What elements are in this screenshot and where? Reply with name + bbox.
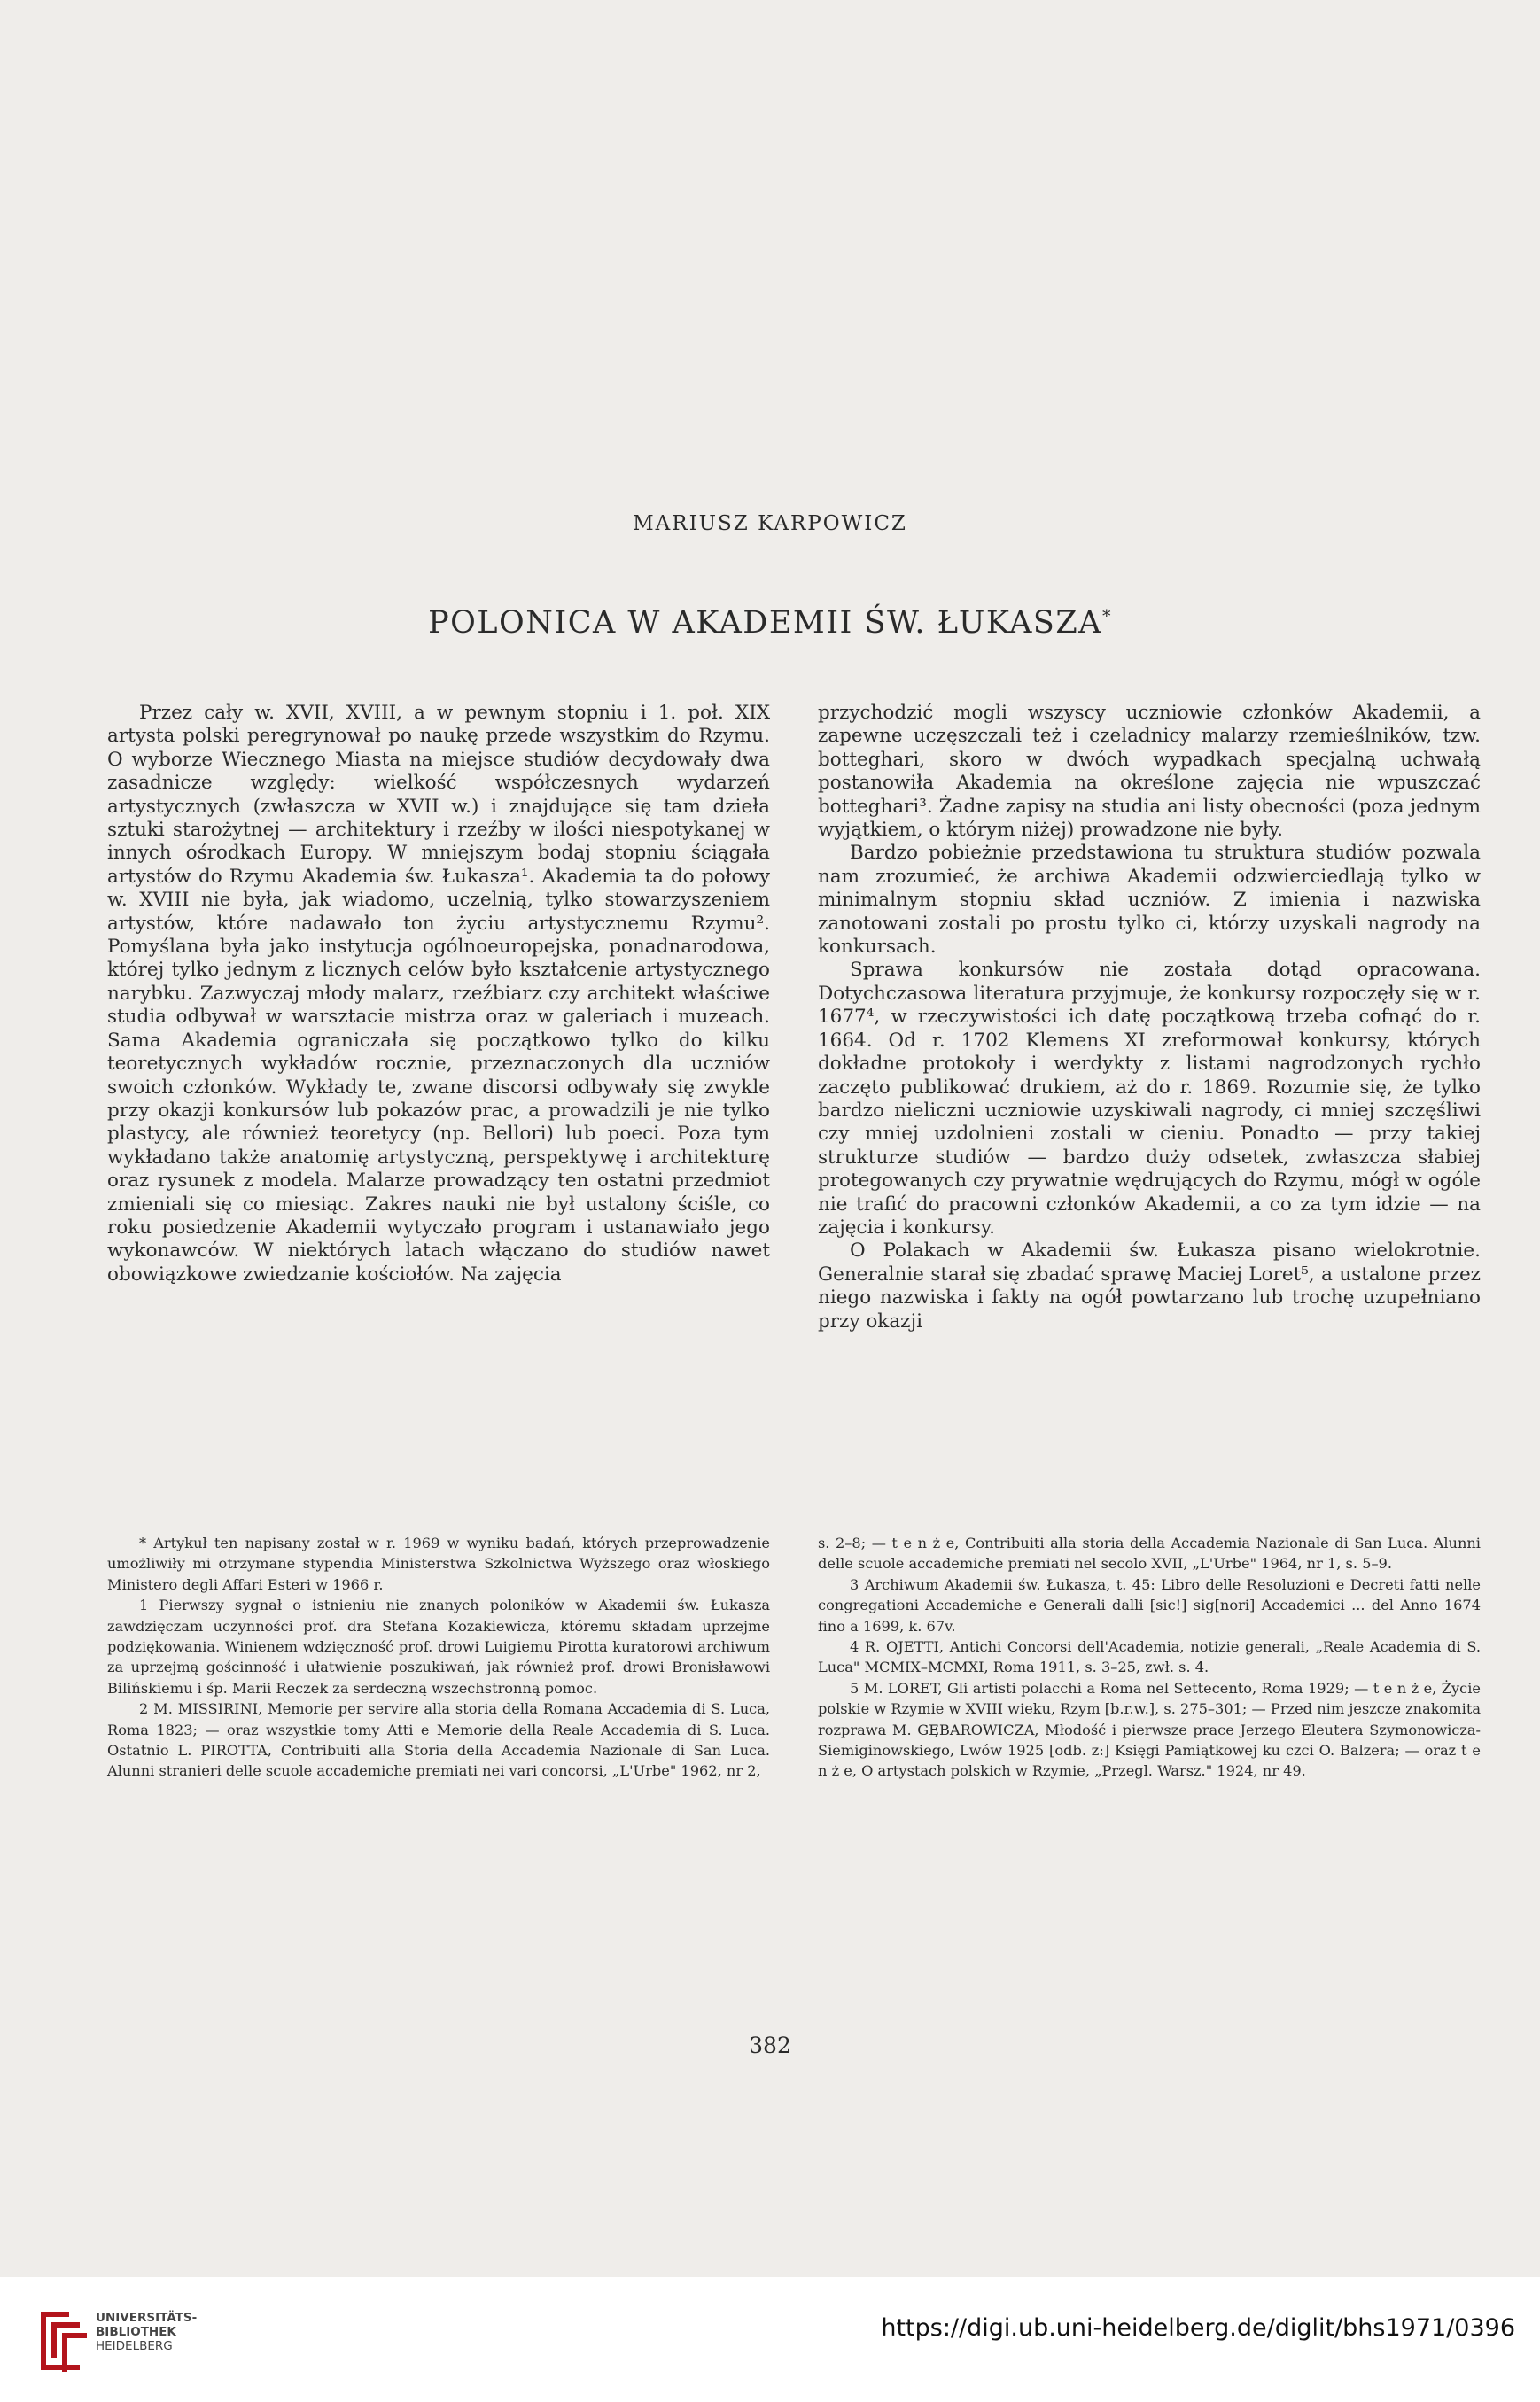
body-paragraph: Sprawa konkursów nie została dotąd opracowana. Dotychczasowa literatura przyjmuje, że konkursy rozpoczęły się w r. 1677⁴, w rzeczywistości ich datę początkową trzeba cofnąć do r. 1664. Od r. 1702 Klemens XI zreformował konkursy, których dokładne protokoły i werdykty z listami nagrodzonych rychło zaczęto publikować drukiem, aż do r. 1869. Rozumie się, że tylko bardzo nieliczni uczniowie uzyskiwali nagrody, ci mniej szczęśliwi czy mniej uzdolnieni zostali w cieniu. Ponadto — przy takiej strukturze studiów — bardzo duży odsetek, zwłaszcza słabiej protegowanych czy prywatnie wędrujących do Rzymu, mógł w ogóle nie trafić do pracowni członków Akademii, a co za tym idzie — na zajęcia i konkursy.: [818, 959, 1481, 1239]
library-name[interactable]: [96, 2311, 197, 2353]
body-paragraph: Przez cały w. XVII, XVIII, a w pewnym stopniu i 1. poł. XIX artysta polski peregrynował po naukę przede wszystkim do Rzymu. O wyborze Wiecznego Miasta na miejsce studiów decydowały dwa zasadnicze względy: wielkość współczesnych wydarzeń artystycznych (zwłaszcza w XVII w.) i znajdujące się tam dzieła sztuki starożytnej — architektury i rzeźby w ilości niespotykanej w innych ośrodkach Europy. W mniejszym bodaj stopniu ściągała artystów do Rzymu Akademia św. Łukasza¹. Akademia ta do połowy w. XVIII nie była, jak wiadomo, uczelnią, tylko stowarzyszeniem artystów, które nadawało ton życiu artystycznemu Rzymu². Pomyślana była jako instytucja ogólnoeuropejska, ponadnarodowa, której tylko jednym z licznych celów było kształcenie artystycznego narybku. Zazwyczaj młody malarz, rzeźbiarz czy architekt właściwe studia odbywał w warsztacie mistrza oraz w galeriach i muzeach. Sama Akademia ograniczała się początkowo tylko do kilku teoretycznych wykładów rocznie, przeznaczonych dla uczniów swoich członków. Wykłady te, zwane discorsi odbywały się zwykle przy okazji konkursów lub pokazów prac, a prowadzili je nie tylko plastycy, ale również teoretycy (np. Bellori) lub poeci. Poza tym wykładano także anatomię artystyczną, perspektywę i architekturę oraz rysunek z modela. Malarze prowadzący ten ostatni przedmiot zmieniali się co miesiąc. Zakres nauki nie był ustalony ściśle, co roku posiedzenie Akademii wytyczało program i ustanawiało jego wykonawców. W niektórych latach włączano do studiów nawet obowiązkowe zwiedzanie kościołów. Na zajęcia: [107, 702, 770, 1286]
permalink-url[interactable]: https://digi.ub.uni-heidelberg.de/diglit/bhs1971/0396: [881, 2314, 1515, 2342]
footnotes-column-left: [107, 1533, 770, 1782]
footnotes-column-right: [818, 1533, 1481, 1782]
body-paragraph: przychodzić mogli wszyscy uczniowie członków Akademii, a zapewne uczęszczali też i czeladnicy malarzy rzemieślników, tzw. botteghari, skoro w dwóch wypadkach specjalną uchwałą postanowiła Akademia na określone zajęcia nie wpuszczać botteghari³. Żadne zapisy na studia ani listy obecności (poza jednym wyjątkiem, o którym niżej) prowadzone nie były.: [818, 702, 1481, 842]
library-name-line: HEIDELBERG: [96, 2339, 173, 2353]
body-paragraph: Bardzo pobieżnie przedstawiona tu struktura studiów pozwala nam zrozumieć, że archiwa Akademii odzwierciedlają tylko w minimalnym stopniu skład uczniów. Z imienia i nazwiska zanotowani zostali po prostu tylko ci, którzy uzyskali nagrody na konkursach.: [818, 842, 1481, 959]
library-logo-icon[interactable]: [34, 2306, 90, 2377]
body-paragraph: O Polakach w Akademii św. Łukasza pisano wielokrotnie. Generalnie starał się zbadać sprawę Maciej Loret⁵, a ustalone przez niego nazwiska i fakty na ogół powtarzano lub trochę uzupełniano przy okazji: [818, 1240, 1481, 1333]
footnote: s. 2–8; — t e n ż e, Contribuiti alla storia della Accademia Nazionale di San Luca. Alunni delle scuole accademiche premiati nel secolo XVII, „L'Urbe" 1964, nr 1, s. 5–9.: [818, 1535, 1481, 1573]
footnote: 3 Archiwum Akademii św. Łukasza, t. 45: Libro delle Resoluzioni e Decreti fatti nelle congregationi Accademiche e Generali dalli [sic!] sig[nori] Accademici ... del Anno 1674 fino a 1699, k. 67v.: [818, 1575, 1481, 1635]
footnote: 4 R. OJETTI, Antichi Concorsi dell'Academia, notizie generali, „Reale Academia di S. Luca" MCMIX–MCMXI, Roma 1911, s. 3–25, zwł. s. 4.: [818, 1638, 1481, 1676]
footnote: 2 M. MISSIRINI, Memorie per servire alla storia della Romana Accademia di S. Luca, Roma 1823; — oraz wszystkie tomy Atti e Memorie della Reale Accademia di S. Luca. Ostatnio L. PIROTTA, Contribuiti alla Storia della Accademia Nazionale di San Luca. Alunni stranieri delle scuole accademiche premiati nei vari concorsi, „L'Urbe" 1962, nr 2,: [107, 1700, 770, 1780]
library-name-line: UNIVERSITÄTS-: [96, 2311, 198, 2325]
page-number: 382: [749, 2033, 791, 2058]
body-column-right: [818, 702, 1481, 1333]
footnote: * Artykuł ten napisany został w r. 1969 w wyniku badań, których przeprowadzenie umożliwiły mi otrzymane stypendia Ministerstwa Szkolnictwa Wyższego oraz włoskiego Ministero degli Affari Esteri w 1966 r.: [107, 1535, 770, 1593]
footnote: 5 M. LORET, Gli artisti polacchi a Roma nel Settecento, Roma 1929; — t e n ż e, Życie polskie w Rzymie w XVIII wieku, Rzym [b.r.w.], s. 275–301; — Przed nim jeszcze znakomita rozprawa M. GĘBAROWICZA, Młodość i pierwsze prace Jerzego Eleutera Szymonowicza-Siemiginowskiego, Lwów 1925 [odb. z:] Księgi Pamiątkowej ku czci O. Balzera; — oraz t e n ż e, O artystach polskich w Rzymie, „Przegl. Warsz." 1924, nr 49.: [818, 1679, 1481, 1780]
article-title: [0, 605, 1540, 641]
title-text: POLONICA W AKADEMII ŚW. ŁUKASZA: [428, 605, 1102, 641]
body-column-left: [107, 702, 770, 1287]
title-footnote-mark: *: [1101, 606, 1112, 626]
library-name-line: BIBLIOTHEK: [96, 2325, 176, 2339]
article-author: MARIUSZ KARPOWICZ: [633, 512, 907, 535]
footnote: 1 Pierwszy sygnał o istnieniu nie znanych poloników w Akademii św. Łukasza zawdzięczam uczynności prof. dra Stefana Kozakiewicza, któremu składam uprzejme podziękowania. Winienem wdzięczność prof. drowi Luigiemu Pirotta kuratorowi archiwum za uprzejmą gościnność i ułatwienie poszukiwań, jak również prof. drowi Bronisławowi Bilińskiemu i śp. Marii Reczek za serdeczną wszechstronną pomoc.: [107, 1597, 770, 1697]
